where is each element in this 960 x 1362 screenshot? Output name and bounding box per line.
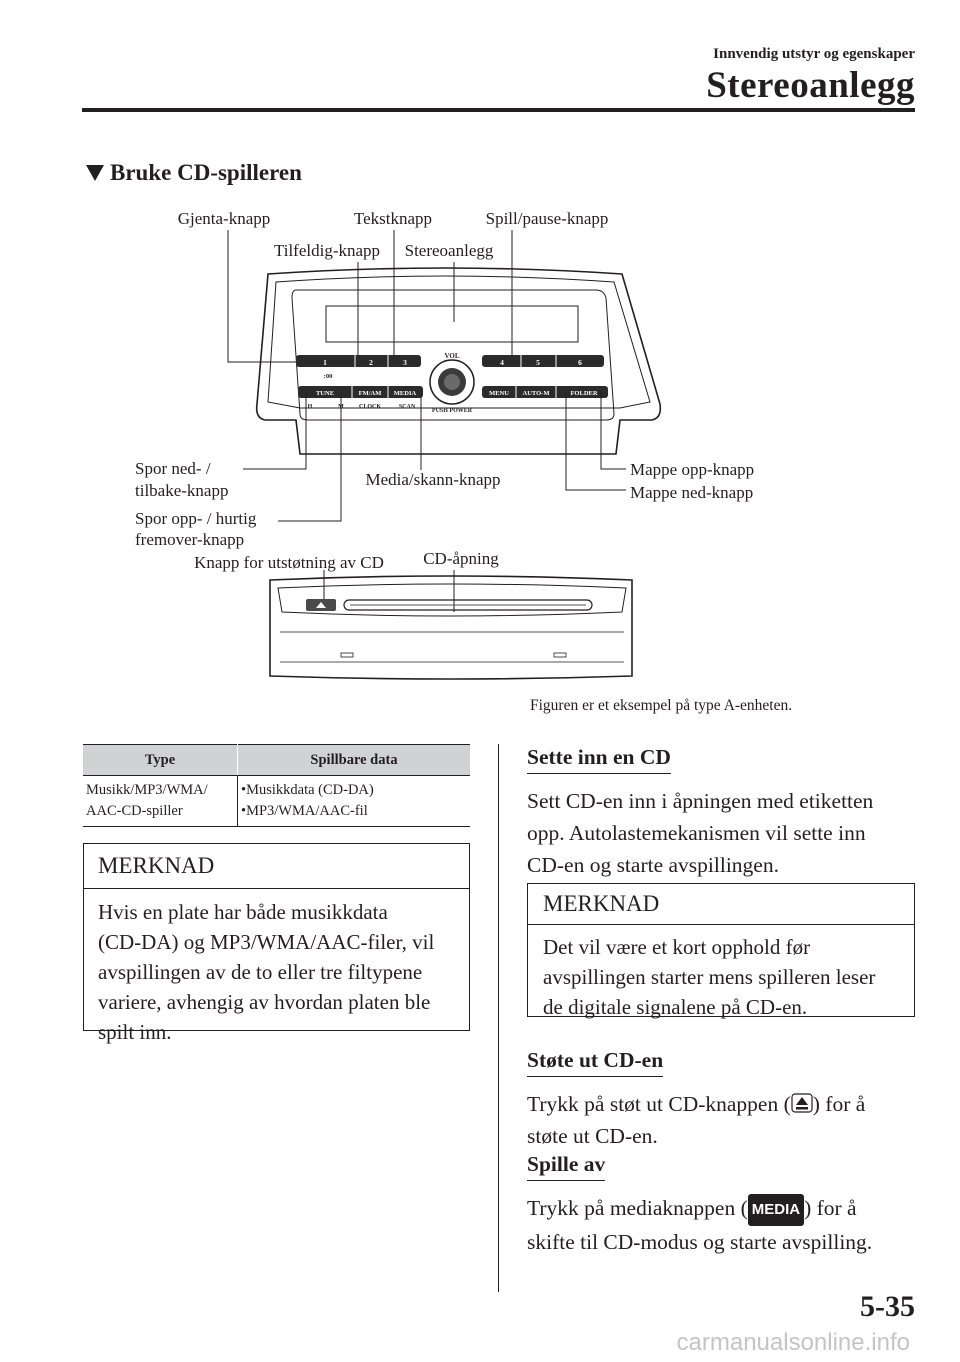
label-track-up-2: fremover-knapp — [135, 530, 245, 549]
note-line: spilt inn. — [98, 1020, 172, 1044]
note-heading: MERKNAD — [528, 884, 914, 925]
label-random: Tilfeldig-knapp — [273, 241, 381, 260]
preset-sub-label: :00 — [323, 373, 333, 380]
para-line: støte ut CD-en. — [527, 1124, 658, 1148]
figure-caption: Figuren er et eksempel på type A-enheten. — [530, 697, 793, 714]
para-line: opp. Autolastemekanismen vil sette inn — [527, 821, 866, 845]
label-play-pause: Spill/pause-knapp — [485, 209, 609, 228]
label-track-down-2: tilbake-knapp — [135, 481, 229, 500]
label-track-up-1: Spor opp- / hurtig — [135, 509, 257, 528]
label-repeat: Gjenta-knapp — [177, 209, 271, 228]
play-text — [527, 1192, 917, 1258]
para-line: Sett CD-en inn i åpningen med etiketten — [527, 789, 874, 813]
eject-cd-heading: Støte ut CD-en — [527, 1048, 663, 1077]
note-body — [528, 925, 914, 1022]
media-label: MEDIA — [393, 390, 417, 397]
page-title: Stereoanlegg — [706, 65, 915, 106]
label-folder-up: Mappe opp-knapp — [630, 460, 755, 479]
preset-1-label: 1 — [323, 358, 327, 367]
play-heading: Spille av — [527, 1152, 605, 1181]
playable-data-table — [83, 744, 470, 827]
table-cell-data — [238, 776, 471, 827]
note-box-left — [83, 843, 470, 1044]
fm-am-label: FM/AM — [358, 390, 382, 397]
para-line — [527, 1088, 917, 1120]
page-number: 5-35 — [860, 1290, 915, 1323]
label-eject: Knapp for utstøtning av CD — [194, 553, 384, 572]
menu-label: MENU — [489, 390, 509, 397]
table-header-data: Spillbare data — [238, 745, 471, 776]
note-line: Det vil være et kort opphold før — [543, 935, 811, 959]
auto-m-label: AUTO-M — [522, 390, 550, 397]
preset-3-label: 3 — [403, 358, 407, 367]
para-line: skifte til CD-modus og starte avspilling. — [527, 1230, 873, 1254]
note-line: avspillingen starter mens spilleren leser — [543, 965, 876, 989]
chapter-title: Innvendig utstyr og egenskaper — [713, 46, 915, 62]
para-line — [527, 1192, 917, 1226]
play-text-pre: Trykk på mediaknappen ( — [527, 1196, 748, 1220]
play-text-post: ) for å — [804, 1196, 857, 1220]
label-track-down-1: Spor ned- / — [135, 459, 211, 478]
note-line: variere, avhengig av hvordan platen ble — [98, 990, 431, 1014]
type-line: AAC-CD-spiller — [86, 803, 183, 819]
clock-label: CLOCK — [358, 404, 382, 410]
table-row — [83, 776, 470, 827]
vol-label: VOL — [444, 352, 460, 360]
eject-text-post: ) for å — [812, 1092, 866, 1116]
folder-label: FOLDER — [570, 390, 598, 397]
eject-text-pre: Trykk på støt ut CD-knappen ( — [527, 1092, 791, 1116]
note-line: Hvis en plate har både musikkdata — [98, 900, 388, 924]
preset-2-label: 2 — [369, 358, 373, 367]
insert-cd-text — [527, 785, 917, 881]
note-line: (CD-DA) og MP3/WMA/AAC-filer, vil — [98, 930, 435, 954]
eject-cd-text — [527, 1088, 917, 1152]
label-stereo: Stereoanlegg — [404, 241, 494, 260]
h-label: H — [307, 404, 313, 410]
media-button-icon: MEDIA — [748, 1194, 804, 1226]
label-folder-down: Mappe ned-knapp — [630, 483, 754, 502]
type-line: Musikk/MP3/WMA/ — [86, 782, 208, 798]
data-line: •Musikkdata (CD-DA) — [241, 782, 374, 798]
note-line: de digitale signalene på CD-en. — [543, 995, 808, 1019]
section-title-text: Bruke CD-spilleren — [110, 160, 302, 185]
push-power-label: PUSH POWER — [431, 408, 473, 414]
preset-4-label: 4 — [500, 358, 504, 367]
insert-cd-heading: Sette inn en CD — [527, 745, 671, 774]
preset-6-label: 6 — [578, 358, 582, 367]
eject-icon — [791, 1093, 813, 1113]
watermark: carmanualsonline.info — [676, 1329, 910, 1356]
note-body — [84, 889, 469, 1047]
label-text: Tekstknapp — [353, 209, 433, 228]
volume-knob — [430, 352, 474, 414]
table-cell-type — [83, 776, 238, 827]
note-box-right — [527, 883, 915, 1017]
table-header-type: Type — [83, 745, 238, 776]
tune-label: TUNE — [315, 390, 335, 397]
para-line: CD-en og starte avspillingen. — [527, 853, 779, 877]
note-heading: MERKNAD — [84, 844, 469, 889]
m-label: M — [338, 404, 344, 410]
data-line: •MP3/WMA/AAC-fil — [241, 803, 368, 819]
scan-label: SCAN — [398, 404, 416, 410]
label-media-scan: Media/skann-knapp — [365, 470, 501, 489]
preset-5-label: 5 — [536, 358, 540, 367]
label-cd-slot: CD-åpning — [423, 549, 499, 568]
note-line: avspillingen av de to eller tre filtypene — [98, 960, 423, 984]
column-divider — [498, 744, 499, 1292]
